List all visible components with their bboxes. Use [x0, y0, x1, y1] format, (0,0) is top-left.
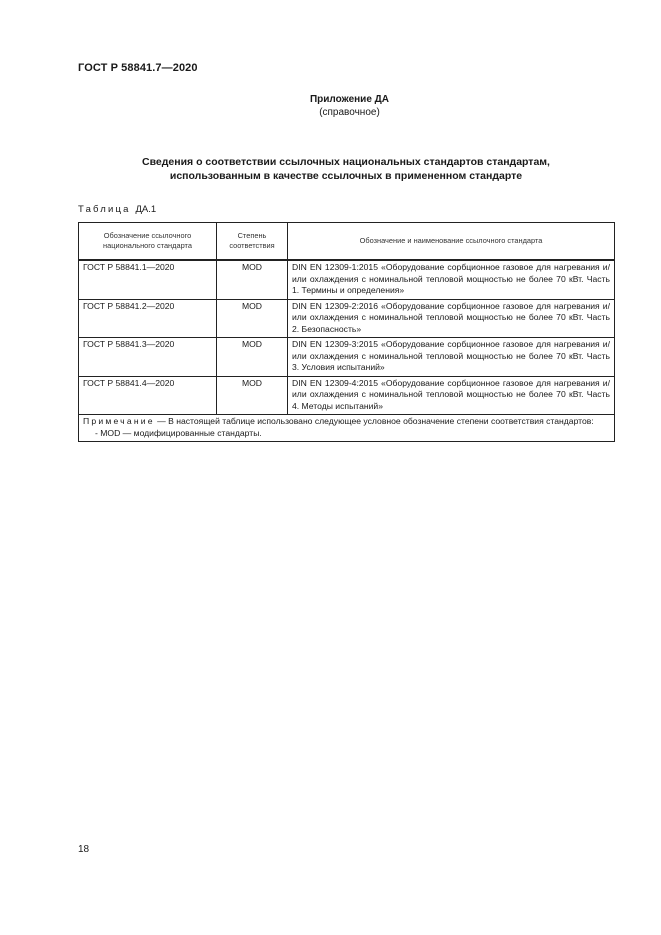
reference-standard-cell: DIN EN 12309-2:2016 «Оборудование сорбционное газовое для нагревания и/или охлаждения с номинальной тепловой мощностью не более 70 кВт. Часть 2. Безопасность»	[288, 299, 615, 338]
header-national-standard	[79, 223, 217, 261]
table-note-label: Примечание	[83, 416, 155, 426]
section-heading-line-1: Сведения о соответствии ссылочных национальных стандартов стандартам,	[142, 156, 550, 168]
degree-cell: MOD	[217, 299, 288, 338]
reference-standard-cell: DIN EN 12309-1:2015 «Оборудование сорбционное газовое для нагревания и/или охлаждения с номинальной тепловой мощностью не более 70 кВт. Часть 1. Термины и определения»	[288, 260, 615, 299]
annex-title: Приложение ДА	[309, 94, 390, 105]
table-note-row	[79, 415, 615, 442]
table-header-row	[79, 223, 615, 261]
degree-cell: MOD	[217, 376, 288, 415]
table-row	[79, 299, 615, 338]
page-number: 18	[78, 844, 90, 855]
table-caption-number: ДА.1	[135, 204, 157, 215]
table-note-body: — В настоящей таблице использовано следующее условное обозначение степени соответствия стандартов:	[154, 416, 594, 426]
reference-standard-cell: DIN EN 12309-3:2015 «Оборудование сорбционное газовое для нагревания и/или охлаждения с номинальной тепловой мощностью не более 70 кВт. Часть 3. Условия испытаний»	[288, 338, 615, 377]
national-standard-cell: ГОСТ Р 58841.3—2020	[79, 338, 217, 377]
header-reference-standard: Обозначение и наименование ссылочного стандарта	[288, 223, 615, 261]
table-note-text	[83, 416, 610, 428]
section-heading-line-2: использованным в качестве ссылочных в примененном стандарте	[169, 170, 523, 182]
reference-standards-table	[78, 222, 615, 442]
document-code: ГОСТ Р 58841.7—2020	[78, 62, 198, 74]
table-row	[79, 376, 615, 415]
table-note	[79, 415, 615, 442]
table-caption-word: Таблица	[78, 204, 131, 215]
table-caption	[78, 204, 156, 215]
table-note-item: - MOD — модифицированные стандарты.	[95, 427, 262, 438]
header-degree	[217, 223, 288, 261]
table-row	[79, 260, 615, 299]
degree-cell: MOD	[217, 338, 288, 377]
national-standard-cell: ГОСТ Р 58841.2—2020	[79, 299, 217, 338]
header-national-standard-line-1: Обозначение ссылочного	[103, 230, 192, 240]
national-standard-cell: ГОСТ Р 58841.1—2020	[79, 260, 217, 299]
header-national-standard-line-2: национального стандарта	[103, 241, 192, 250]
degree-cell: MOD	[217, 260, 288, 299]
national-standard-cell: ГОСТ Р 58841.4—2020	[79, 376, 217, 415]
section-heading	[78, 155, 614, 183]
reference-standard-cell: DIN EN 12309-4:2015 «Оборудование сорбционное газовое для нагревания и/или охлаждения с номинальной тепловой мощностью не более 70 кВт. Часть 4. Методы испытаний»	[288, 376, 615, 415]
header-degree-line-1: Степень	[237, 230, 267, 240]
table-row	[79, 338, 615, 377]
header-degree-line-2: соответствия	[229, 241, 275, 250]
annex-subtitle: (справочное)	[319, 107, 380, 118]
